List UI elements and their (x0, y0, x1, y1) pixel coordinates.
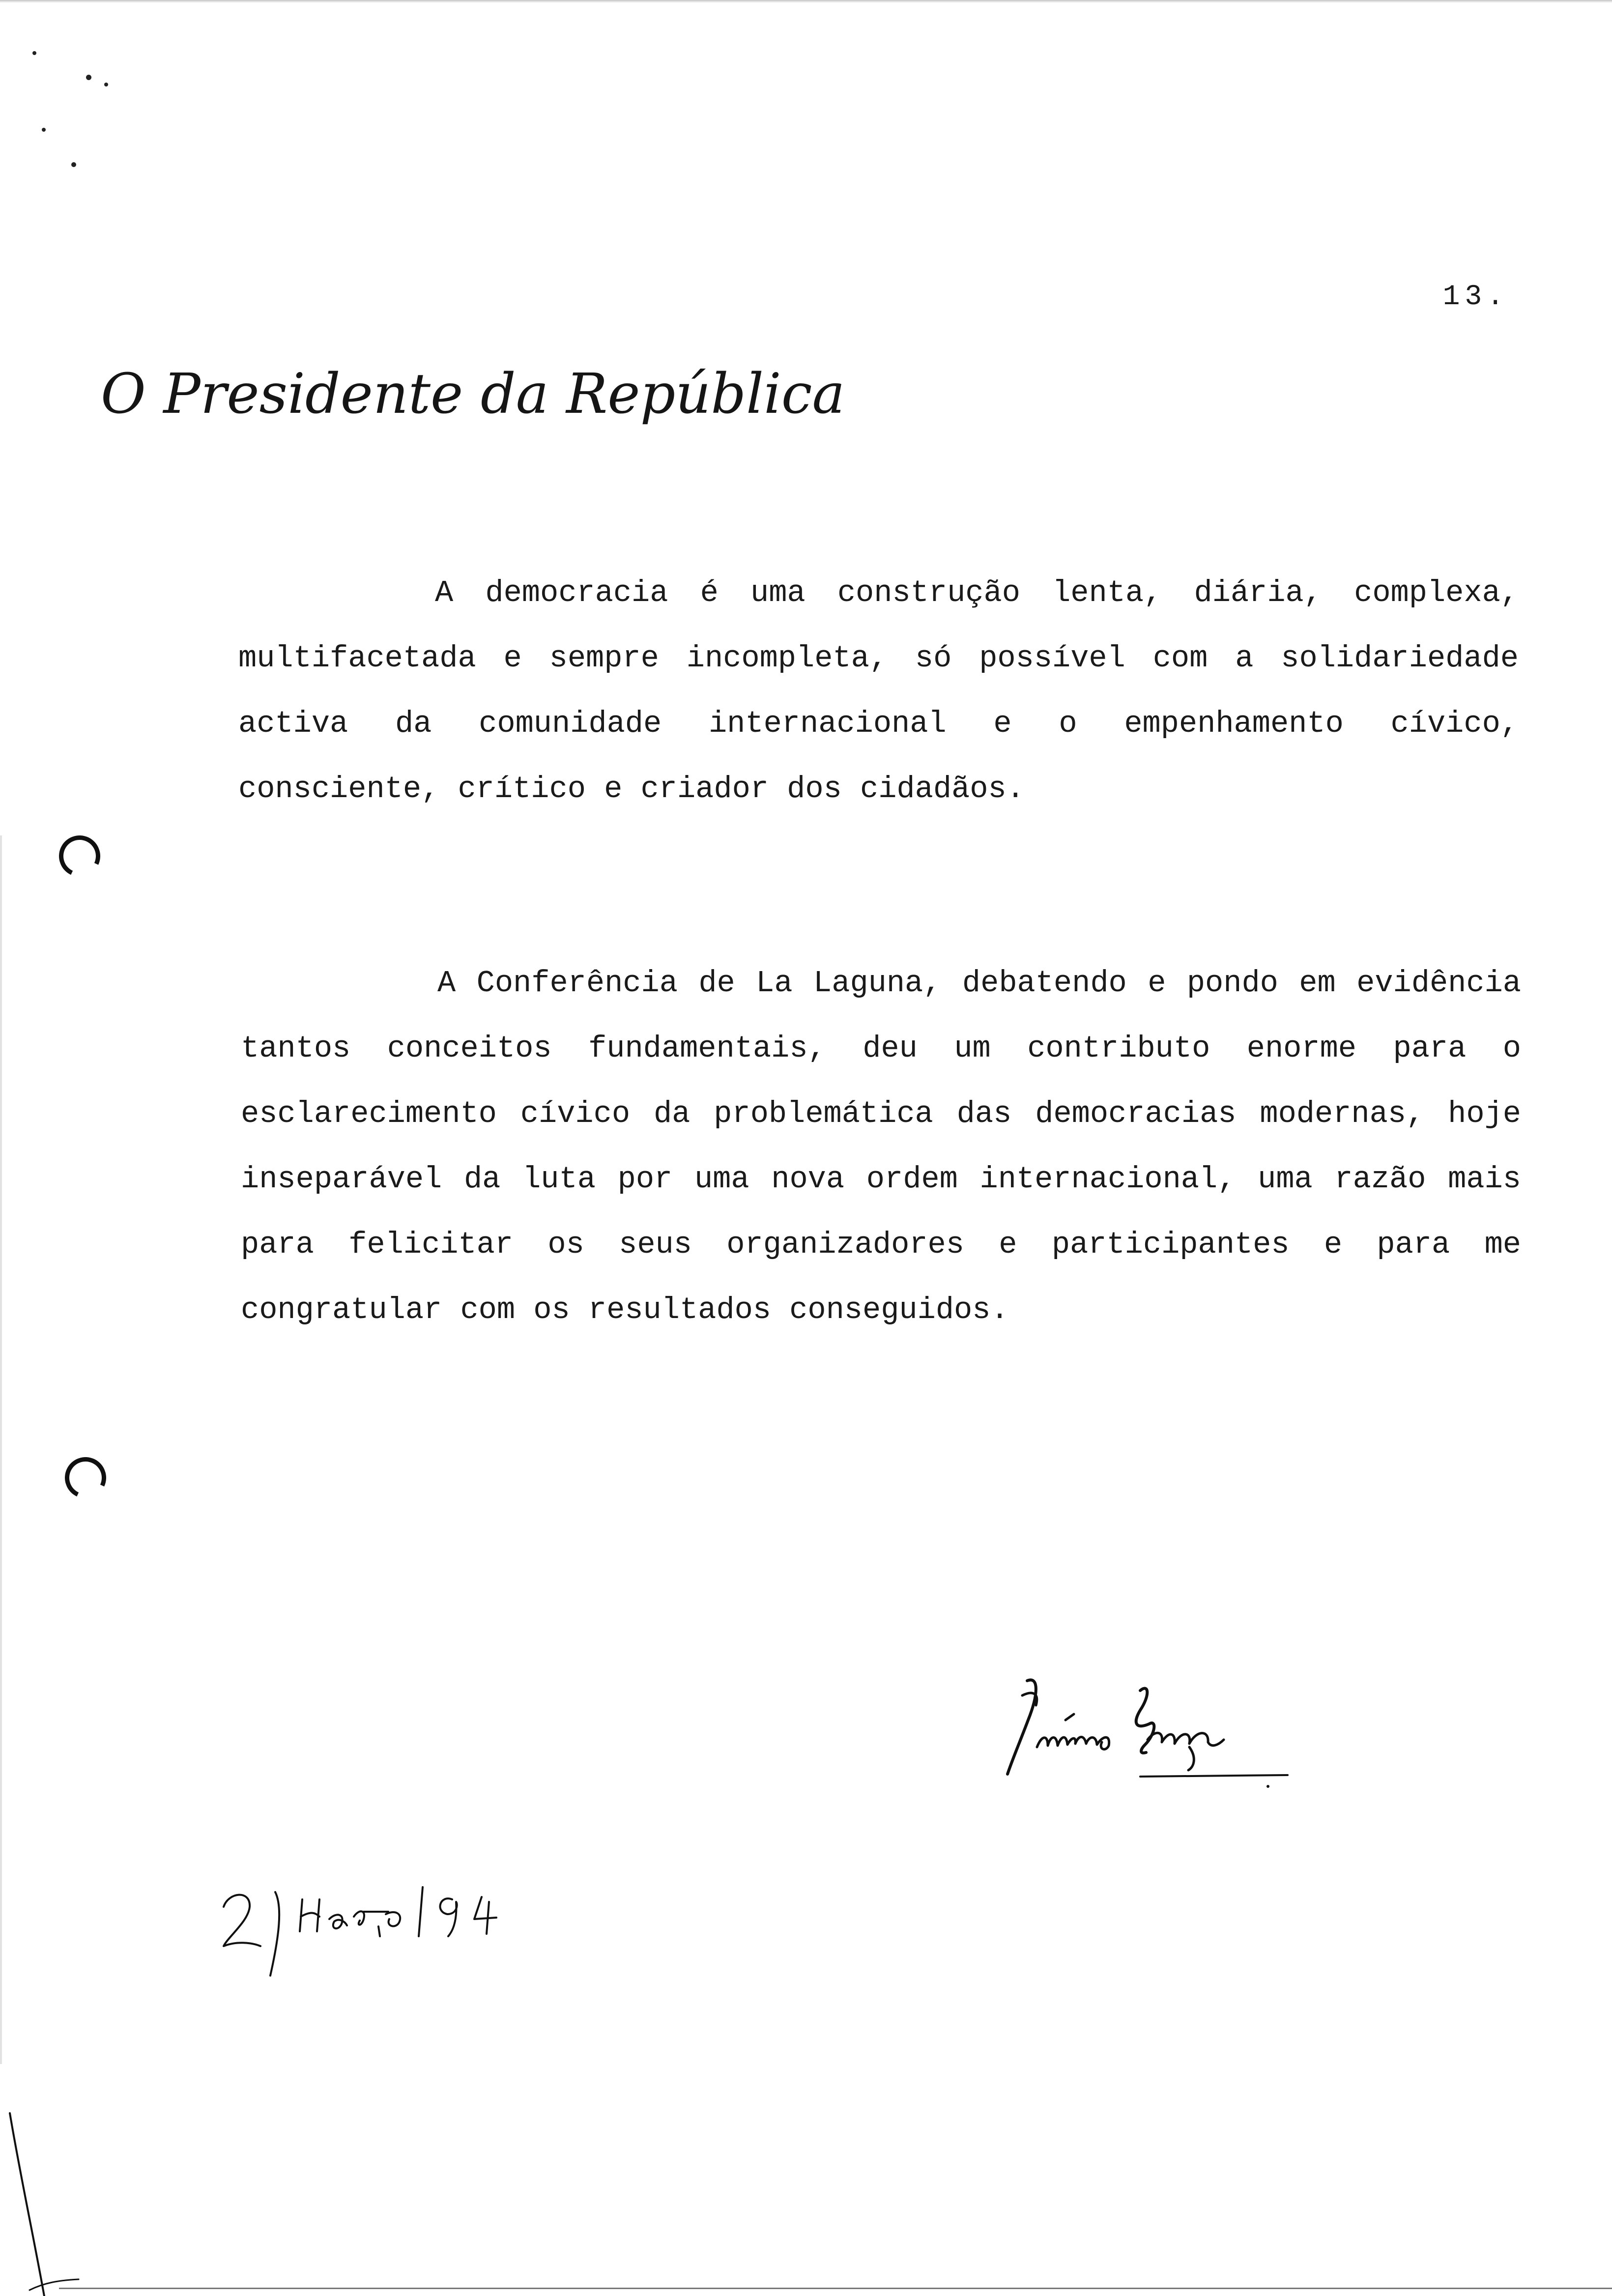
handwritten-date (216, 1863, 570, 1985)
scan-speck (71, 162, 76, 167)
scan-speck (86, 75, 91, 80)
scan-speck (32, 51, 36, 55)
scan-bottom-edge (59, 2288, 1612, 2289)
scan-left-edge (0, 835, 2, 2064)
paragraph: A Conferência de La Laguna, debatendo e pondo em evidência tantos conceitos fundamentais, deu um contributo enorme para o esclarecimento cívico da problemática das democracias modernas, hoje inseparável da luta por uma nova ordem internacional, uma razão mais para felicitar os seus organizadores e participantes e para me congratular com os resultados conseguidos. (241, 966, 1521, 1327)
letterhead (101, 344, 845, 447)
page-number: 13. (1442, 281, 1509, 313)
punch-hole (59, 1451, 112, 1504)
scan-fold-mark (0, 2113, 79, 2296)
letterhead-text: O Presidente da República (101, 362, 845, 426)
paragraph: A democracia é uma construção lenta, diária, complexa, multifacetada e sempre incompleta, só possível com a solidariedade activa da comunidade internacional e o empenhamento cívico, consciente, crítico e criador dos cidadãos. (238, 575, 1519, 806)
scan-speck (42, 128, 46, 132)
scan-speck (104, 83, 108, 86)
scan-top-edge (0, 0, 1612, 3)
punch-hole (53, 830, 106, 883)
signature (993, 1661, 1327, 1804)
